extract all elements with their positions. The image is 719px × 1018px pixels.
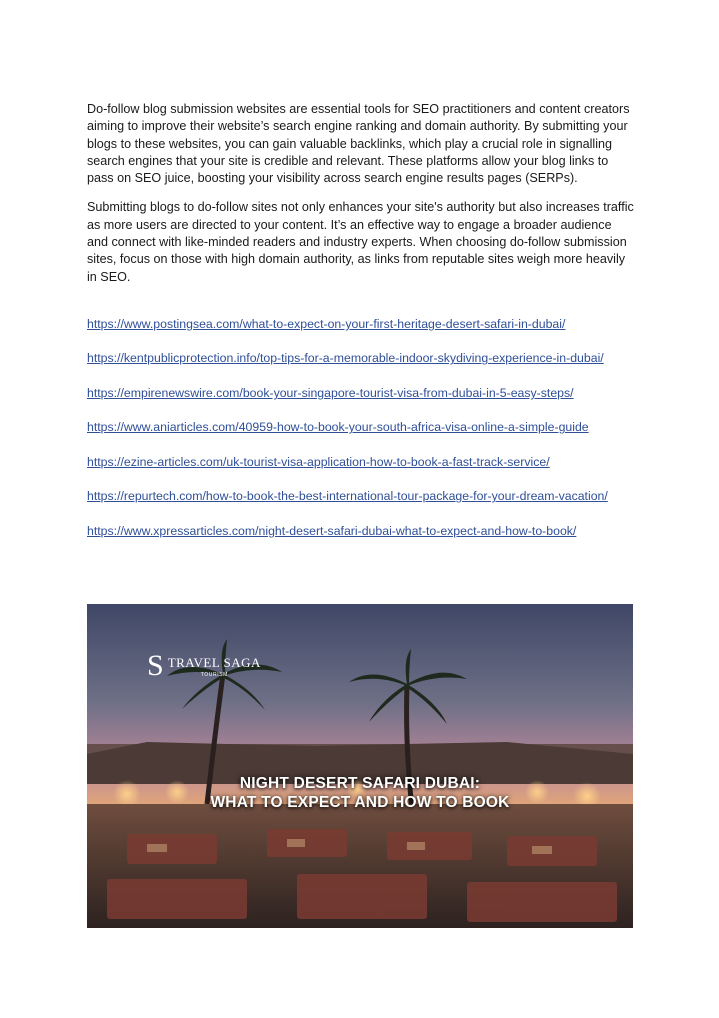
logo-mark: S	[147, 649, 164, 682]
article-link[interactable]: https://repurtech.com/how-to-book-the-best-international-tour-package-for-your-dream-vacation/	[87, 489, 608, 504]
hero-title-line1: NIGHT DESERT SAFARI DUBAI:	[239, 775, 481, 792]
article-link[interactable]: https://kentpublicprotection.info/top-tips-for-a-memorable-indoor-skydiving-experience-in-dubai/	[87, 351, 604, 366]
article-link[interactable]: https://empirenewswire.com/book-your-singapore-tourist-visa-from-dubai-in-5-easy-steps/	[87, 385, 574, 400]
article-link[interactable]: https://www.xpressarticles.com/night-desert-safari-dubai-what-to-expect-and-how-to-book/	[87, 523, 577, 538]
document-body	[87, 101, 635, 557]
article-link[interactable]: https://ezine-articles.com/uk-tourist-visa-application-how-to-book-a-fast-track-service/	[87, 454, 550, 469]
link-list	[87, 316, 635, 540]
hero-image	[87, 604, 633, 928]
logo-name: TRAVEL SAGA	[167, 654, 261, 670]
article-link[interactable]: https://www.postingsea.com/what-to-expect-on-your-first-heritage-desert-safari-in-dubai/	[87, 316, 566, 331]
intro-paragraph: Do-follow blog submission websites are essential tools for SEO practitioners and content creators aiming to improve their website’s search engine ranking and domain authority. By submitting your blogs to these websites, you can gain valuable backlinks, which play a crucial role in signalling search engines that your site is credible and relevant. These platforms allow your blog links to pass on SEO juice, boosting your visibility across search engine results pages (SERPs).	[87, 102, 630, 186]
logo-subtitle: TOURISM	[200, 671, 228, 678]
travel-saga-logo	[147, 651, 261, 681]
hero-title-line2: WHAT TO EXPECT AND HOW TO BOOK	[210, 794, 510, 811]
second-paragraph: Submitting blogs to do-follow sites not only enhances your site's authority but also increases traffic as more users are directed to your content. It’s an effective way to engage a broader audience and connect with like-minded readers and industry experts. When choosing do-follow submission sites, focus on those with high domain authority, as links from reputable sites weigh more heavily in SEO.	[87, 200, 634, 284]
hero-title	[87, 774, 633, 812]
article-link[interactable]: https://www.aniarticles.com/40959-how-to-book-your-south-africa-visa-online-a-simple-guide	[87, 420, 589, 435]
